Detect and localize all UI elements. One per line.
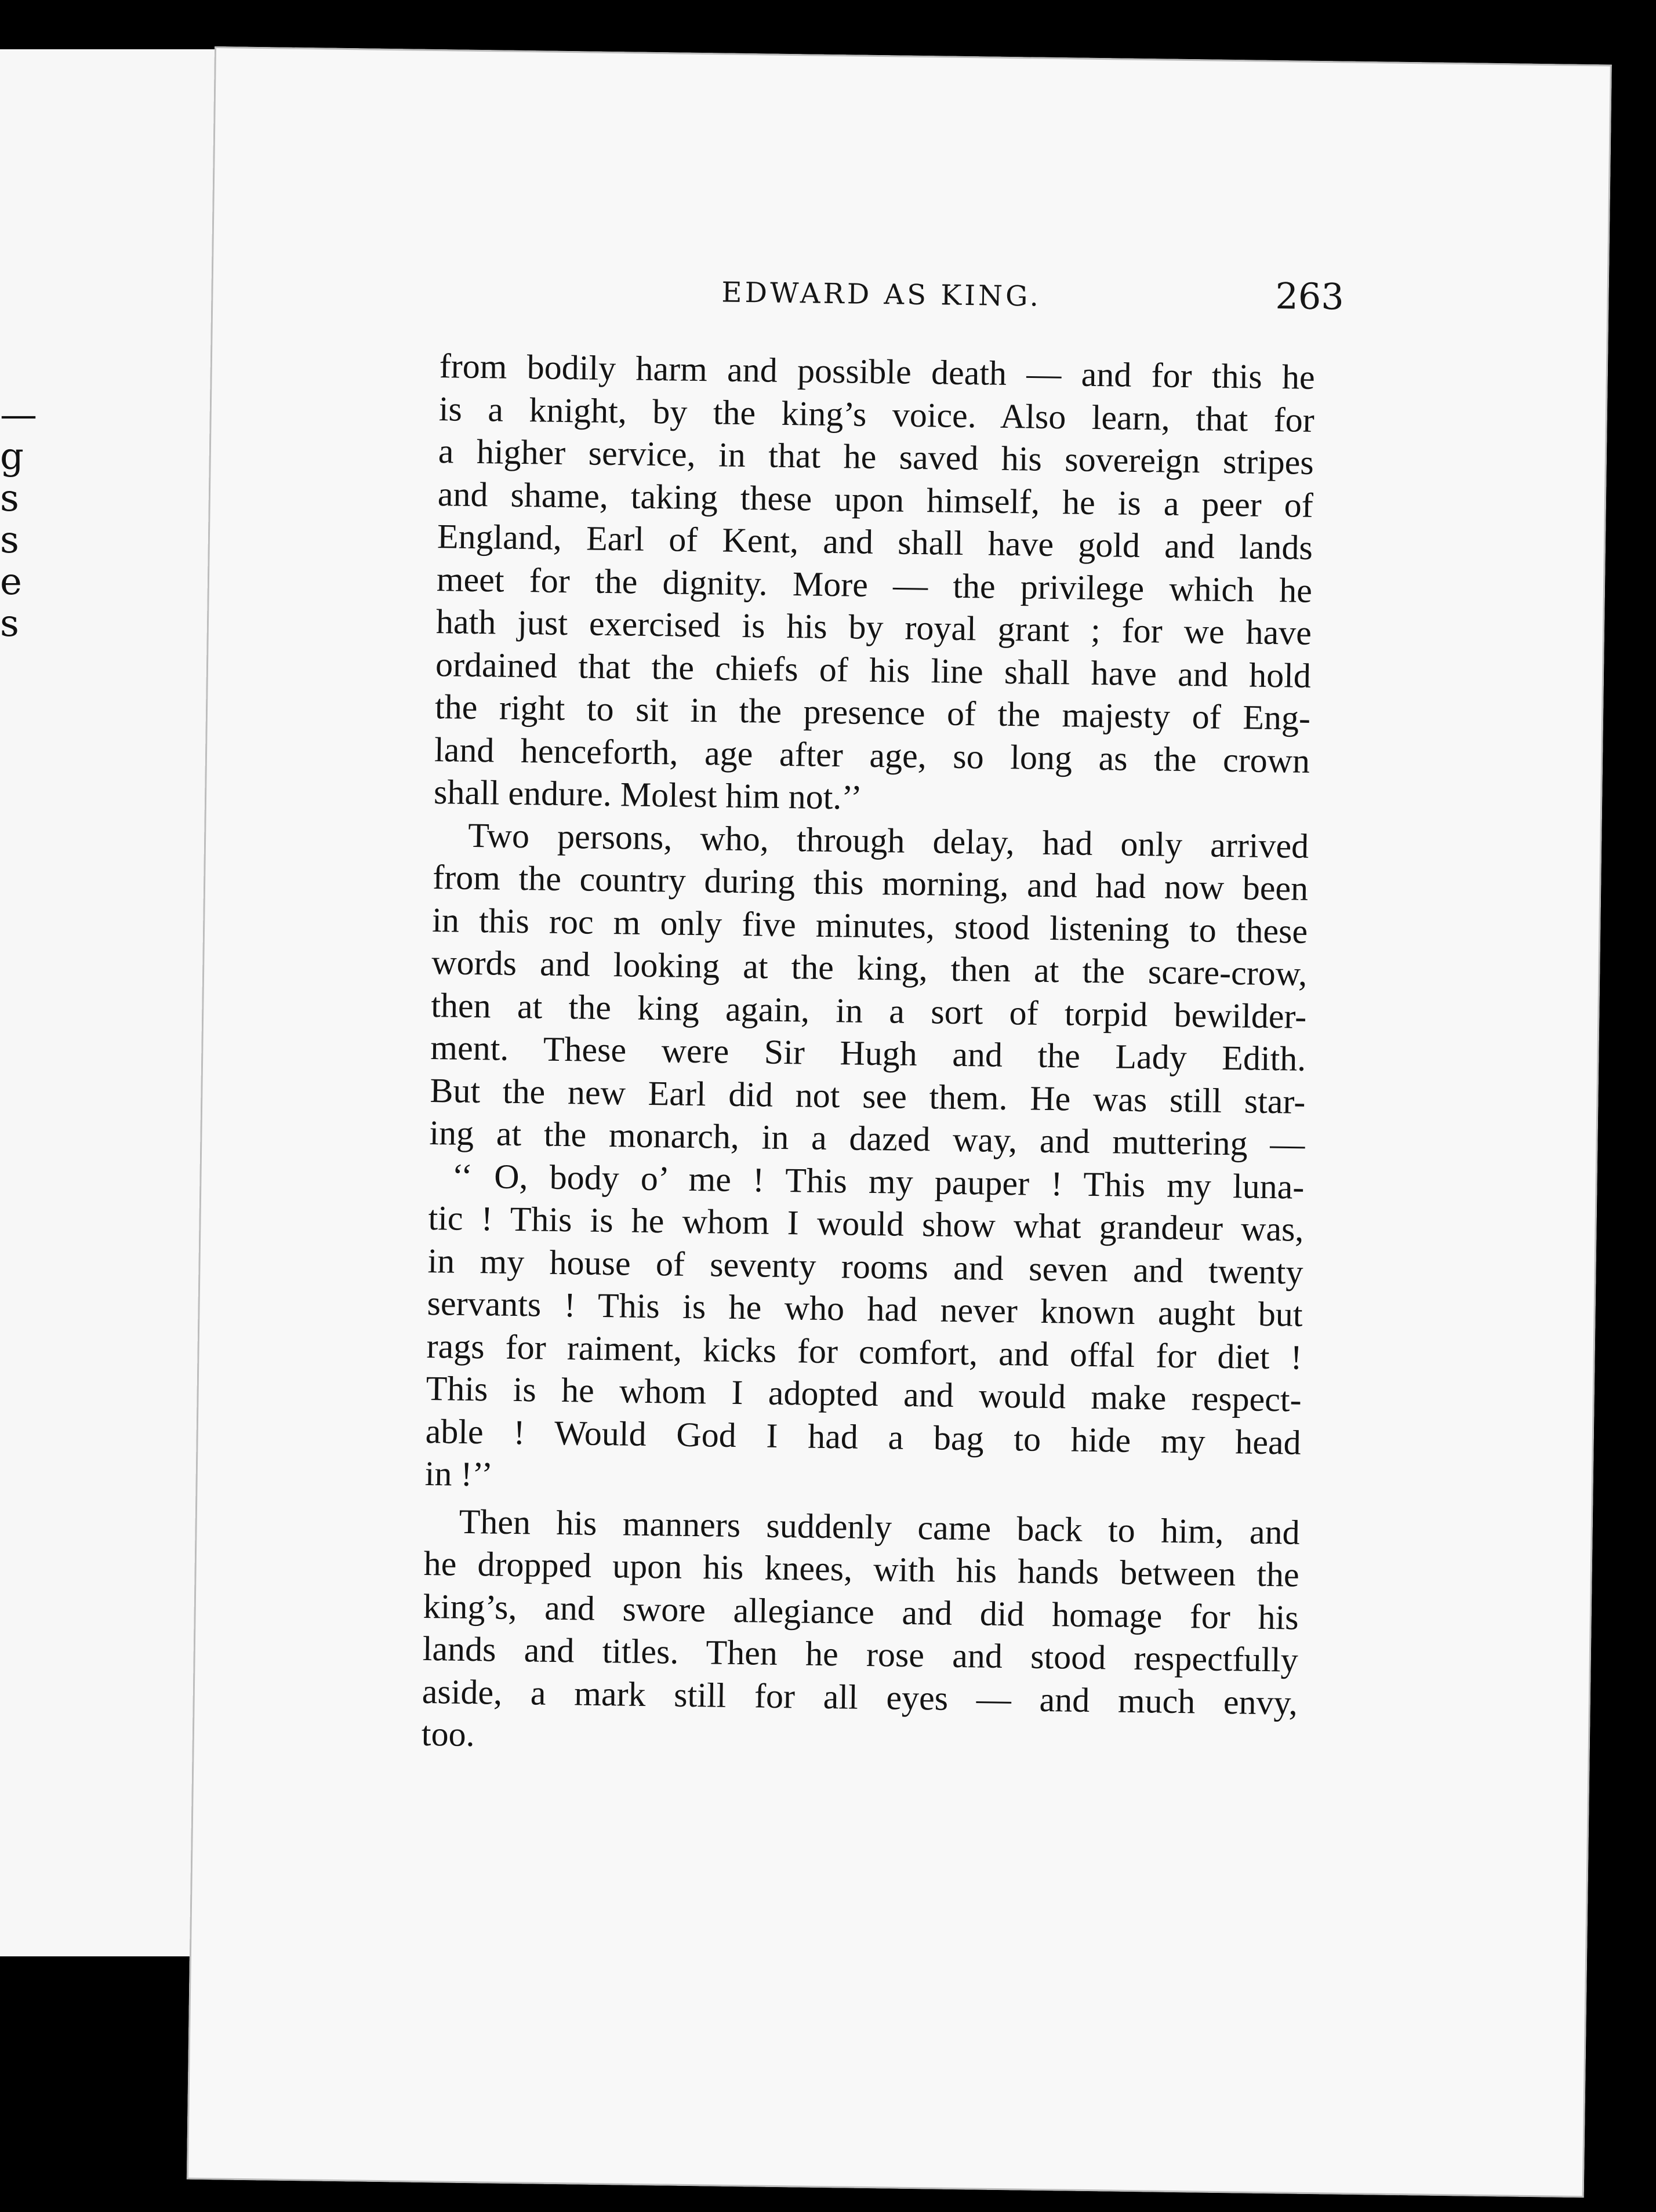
text-line: tic ! This is he whom I would show what grandeur was, (428, 1199, 1304, 1249)
running-head: EDWARD AS KING. (721, 276, 1042, 313)
cropped-char: s (0, 477, 19, 520)
text-line: from the country during this morning, and had now been (432, 858, 1309, 908)
text-line: shall endure. Molest him not.’’ (433, 773, 863, 817)
cropped-char: e (0, 561, 22, 603)
text-line: king’s, and swore allegiance and did homage for his (423, 1587, 1299, 1637)
page-number: 263 (1275, 274, 1345, 318)
text-line: ordained that the chiefs of his line shall have and hold (435, 645, 1312, 695)
text-line: words and looking at the king, then at the scare-crow, (431, 943, 1308, 993)
text-line: is a knight, by the king’s voice. Also learn, that for (438, 389, 1315, 439)
text-line: Then his manners suddenly came back to him, and (459, 1502, 1301, 1552)
book-page (187, 46, 1612, 2198)
text-line: ing at the monarch, in a dazed way, and muttering — (429, 1114, 1305, 1163)
cropped-char: — (0, 394, 37, 436)
text-line: in this roc m only five minutes, stood listening to these (431, 900, 1308, 951)
facing-page-cropped-text (0, 394, 37, 645)
body-text (421, 345, 1315, 1767)
text-line: a higher service, in that he saved his sovereign stripes (438, 432, 1314, 482)
text-line: in !’’ (424, 1454, 493, 1494)
text-line: Two persons, who, through delay, had only arrived (467, 816, 1309, 865)
text-line: and shame, taking these upon himself, he is a peer of (437, 474, 1314, 525)
text-line: hath just exercised is his by royal grant ; for we have (435, 602, 1312, 652)
text-line: England, Earl of Kent, and shall have gold and lands (437, 517, 1313, 567)
text-line: This is he whom I adopted and would make respect- (426, 1369, 1302, 1419)
text-line: rags for raiment, kicks for comfort, and offal for diet ! (426, 1326, 1302, 1377)
text-line: in my house of seventy rooms and seven and twenty (427, 1241, 1303, 1291)
text-line: But the new Earl did not see them. He was still star- (430, 1071, 1306, 1121)
text-line: ment. These were Sir Hugh and the Lady Edith. (430, 1028, 1306, 1078)
cropped-char: s (0, 602, 19, 645)
text-line: ‘‘ O, body o’ me ! This my pauper ! This my luna- (452, 1156, 1305, 1206)
text-line: the right to sit in the presence of the majesty of Eng- (434, 687, 1311, 737)
text-line: then at the king again, in a sort of torpid bewilder- (430, 985, 1307, 1036)
text-line: servants ! This is he who had never known aught but (427, 1283, 1303, 1334)
text-line: able ! Would God I had a bag to hide my head (425, 1411, 1302, 1462)
text-line: aside, a mark still for all eyes — and much envy, (422, 1672, 1298, 1722)
text-line: meet for the dignity. More — the privilege which he (436, 559, 1313, 610)
text-line: he dropped upon his knees, with his hands between the (423, 1544, 1300, 1594)
text-line: from bodily harm and possible death — and for this he (439, 347, 1316, 396)
text-line: lands and titles. Then he rose and stood respectfully (422, 1629, 1299, 1679)
cropped-char: g (0, 435, 24, 478)
cropped-char: s (0, 519, 19, 562)
text-line: too. (421, 1714, 475, 1754)
text-line: land henceforth, age after age, so long as the crown (434, 730, 1310, 780)
